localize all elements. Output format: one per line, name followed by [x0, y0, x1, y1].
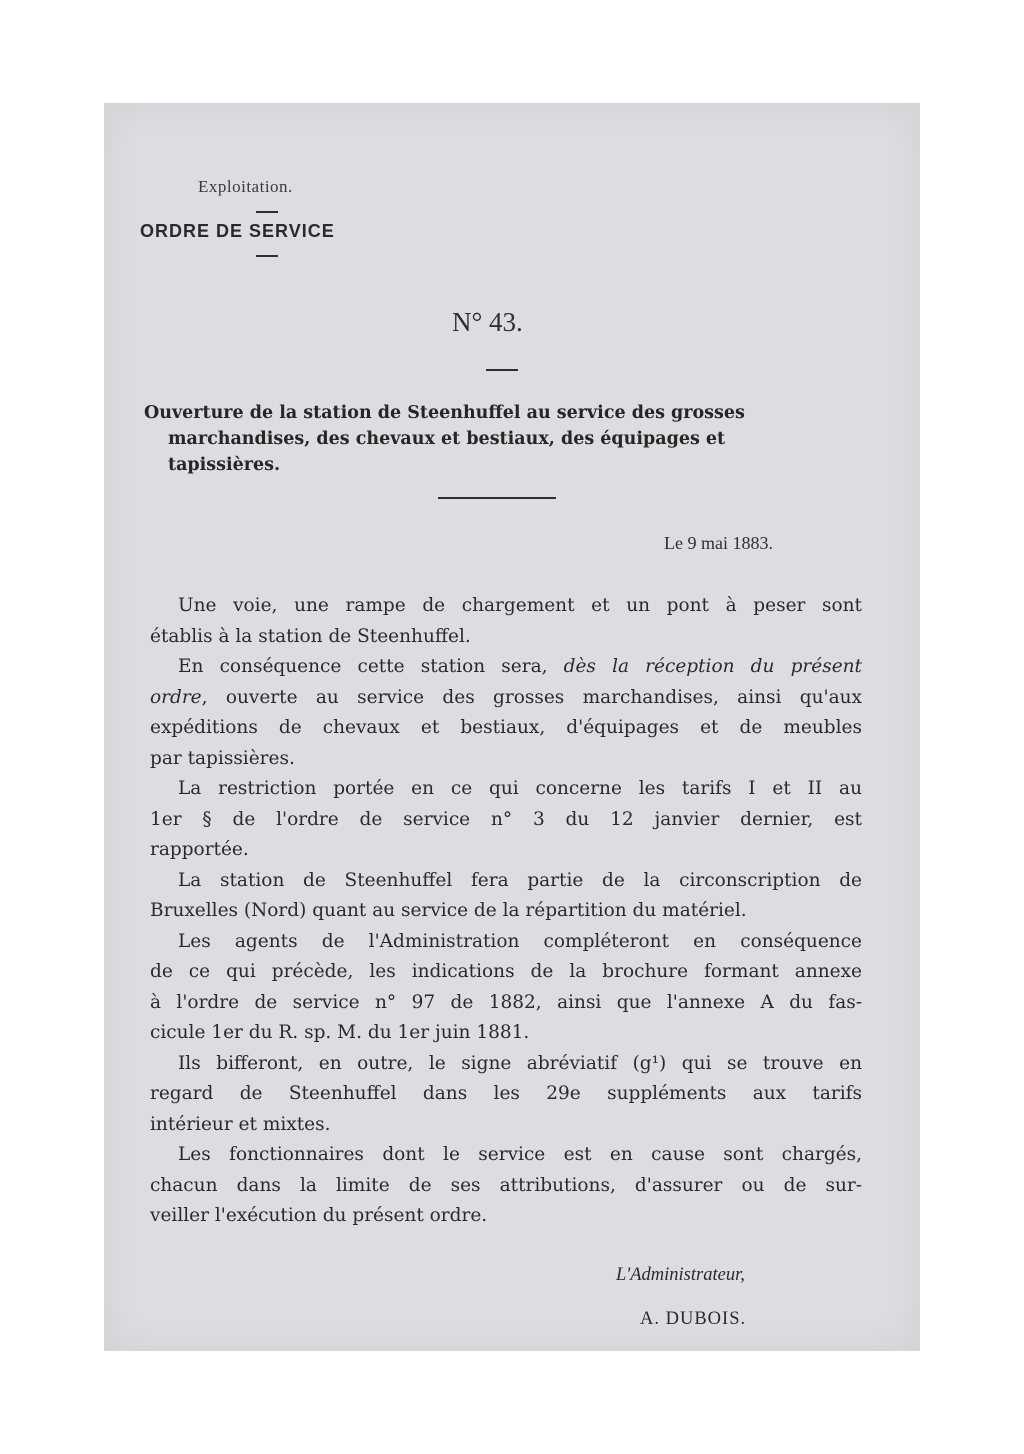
body-line: établis à la station de Steenhuffel.: [150, 625, 471, 647]
order-number: N° 43.: [452, 307, 523, 337]
body-line: [150, 683, 862, 714]
body-line: La station de Steenhuffel fera partie de la circonscription de: [178, 869, 862, 891]
body-line: Une voie, une rampe de chargement et un pont à peser sont: [178, 595, 862, 616]
body-paragraph: [150, 774, 862, 866]
body-paragraph: [150, 927, 862, 1049]
body-line: 1er § de l'ordre de service n° 3 du 12 janvier dernier, est: [150, 808, 862, 830]
body-line: regard de Steenhuffel dans les 29e suppléments aux tarifs: [150, 1083, 862, 1104]
subject-line: tapissières.: [168, 455, 281, 475]
department-label: Exploitation.: [198, 177, 293, 196]
body-line: rapportée.: [150, 839, 249, 860]
dash-divider: [486, 369, 518, 371]
body-line: par tapissières.: [150, 747, 295, 769]
signature-role: L'Administrateur,: [616, 1265, 745, 1285]
body-line: intérieur et mixtes.: [150, 1113, 331, 1135]
document-page: [104, 103, 920, 1351]
body-line: Ils bifferont, en outre, le signe abréviatif (g¹) qui se trouve en: [178, 1052, 862, 1074]
body-line: Les agents de l'Administration compléteront en conséquence: [178, 930, 862, 952]
body-line: à l'ordre de service n° 97 de 1882, ainsi que l'annexe A du fas-: [150, 991, 862, 1013]
order-subject: [144, 400, 864, 478]
body-paragraph: [150, 591, 862, 652]
body-paragraph: [150, 652, 862, 774]
order-date: Le 9 mai 1883.: [664, 533, 773, 553]
body-emphasis: ordre: [150, 686, 202, 708]
body-line: cicule 1er du R. sp. M. du 1er juin 1881.: [150, 1022, 530, 1043]
body-paragraph: [150, 1140, 862, 1232]
body-line: veiller l'exécution du présent ordre.: [150, 1205, 488, 1226]
body-line: [150, 652, 862, 683]
dash-divider: [256, 211, 278, 213]
subject-line: Ouverture de la station de Steenhuffel au service des grosses: [144, 403, 745, 423]
body-paragraph: [150, 866, 862, 927]
body-text: , ouverte au service des grosses marchandises, ainsi qu'aux: [201, 686, 862, 708]
body-paragraph: [150, 1049, 862, 1141]
body-text: En conséquence cette station sera,: [178, 656, 564, 677]
body-line: Bruxelles (Nord) quant au service de la répartition du matériel.: [150, 900, 747, 921]
section-rule: [438, 497, 556, 499]
order-title: ORDRE DE SERVICE: [140, 221, 335, 241]
body-emphasis: dès la réception du présent: [563, 656, 862, 677]
body-line: Les fonctionnaires dont le service est en cause sont chargés,: [178, 1144, 862, 1165]
signature-name: A. DUBOIS.: [640, 1309, 747, 1329]
dash-divider: [256, 255, 278, 257]
body-line: La restriction portée en ce qui concerne les tarifs I et II au: [178, 778, 862, 799]
body-line: de ce qui précède, les indications de la brochure formant annexe: [150, 961, 862, 982]
order-body: [150, 591, 862, 1232]
body-line: expéditions de chevaux et bestiaux, d'équipages et de meubles: [150, 717, 862, 738]
body-line: chacun dans la limite de ses attributions, d'assurer ou de sur-: [150, 1174, 862, 1196]
subject-line: marchandises, des chevaux et bestiaux, des équipages et: [168, 429, 726, 449]
